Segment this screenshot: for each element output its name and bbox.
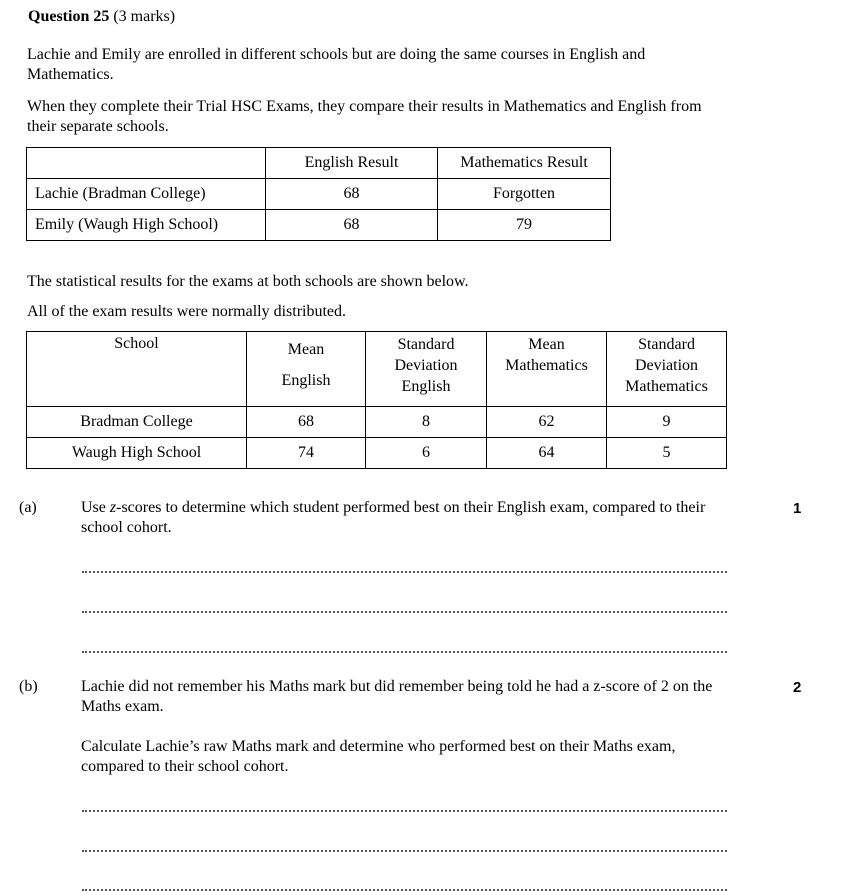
- answer-line[interactable]: [82, 651, 727, 653]
- table-row: [27, 407, 727, 438]
- table-row: [27, 438, 727, 469]
- school-cell: Waugh High School: [27, 438, 247, 469]
- sd-english-cell: 8: [366, 407, 487, 438]
- question-heading: [28, 7, 175, 27]
- table-header-cell: School: [27, 332, 247, 407]
- table-header-row: [27, 332, 727, 407]
- table-header-row: [27, 148, 611, 179]
- stats-intro-line-1: The statistical results for the exams at both schools are shown below.: [27, 273, 469, 290]
- table-header-cell: [607, 332, 727, 407]
- mean-english-cell: 68: [247, 407, 366, 438]
- results-table: [26, 147, 611, 241]
- question-marks: (3 marks): [113, 8, 176, 25]
- part-a-question: [81, 498, 731, 538]
- part-a-text-after: -scores to determine which student performed best on their English exam, compared to their school cohort.: [81, 499, 706, 536]
- mean-maths-cell: 62: [487, 407, 607, 438]
- sd-maths-cell: 9: [607, 407, 727, 438]
- mean-english-cell: 74: [247, 438, 366, 469]
- answer-line[interactable]: [82, 810, 727, 812]
- part-a-label: (a): [19, 499, 37, 516]
- part-b-marks: 2: [793, 679, 802, 696]
- sd-maths-header: Standard Deviation Mathematics: [625, 336, 708, 395]
- part-b-label: (b): [19, 678, 38, 695]
- part-a-marks: 1: [793, 500, 802, 517]
- table-header-cell: [247, 332, 366, 407]
- table-header-cell: [366, 332, 487, 407]
- stats-intro-line-2: All of the exam results were normally distributed.: [27, 303, 347, 320]
- answer-line[interactable]: [82, 889, 727, 891]
- table-header-cell: [487, 332, 607, 407]
- table-header-cell: [27, 148, 266, 179]
- stats-table: [26, 331, 727, 469]
- part-b-question-1: Lachie did not remember his Maths mark but did remember being told he had a z-score of 2 on the Maths exam.: [81, 678, 713, 715]
- mean-maths-cell: 64: [487, 438, 607, 469]
- intro-paragraph-1: Lachie and Emily are enrolled in different schools but are doing the same courses in English and Mathematics.: [27, 46, 646, 83]
- part-a-z-symbol: z: [109, 499, 117, 516]
- student-name-cell: Lachie (Bradman College): [27, 179, 266, 210]
- sd-english-header: Standard Deviation English: [394, 336, 458, 395]
- part-a-text-before: Use: [81, 499, 110, 516]
- table-header-cell: Mathematics Result: [438, 148, 611, 179]
- table-row: [27, 210, 611, 241]
- sd-maths-cell: 5: [607, 438, 727, 469]
- student-name-cell: Emily (Waugh High School): [27, 210, 266, 241]
- answer-line[interactable]: [82, 611, 727, 613]
- sd-english-cell: 6: [366, 438, 487, 469]
- answer-line[interactable]: [82, 850, 727, 852]
- maths-result-cell: 79: [438, 210, 611, 241]
- maths-result-cell: Forgotten: [438, 179, 611, 210]
- mean-maths-header: Mean Mathematics: [505, 336, 588, 374]
- table-row: [27, 179, 611, 210]
- english-result-cell: 68: [266, 210, 438, 241]
- part-b-question-2: Calculate Lachie’s raw Maths mark and determine who performed best on their Maths exam, compared to their school cohort.: [81, 738, 676, 775]
- english-result-cell: 68: [266, 179, 438, 210]
- intro-paragraph-2: When they complete their Trial HSC Exams, they compare their results in Mathematics and English from their separate schools.: [27, 98, 702, 135]
- answer-line[interactable]: [82, 571, 727, 573]
- mean-english-header: Mean English: [281, 341, 331, 389]
- question-title: Question 25: [28, 8, 110, 25]
- school-cell: Bradman College: [27, 407, 247, 438]
- table-header-cell: English Result: [266, 148, 438, 179]
